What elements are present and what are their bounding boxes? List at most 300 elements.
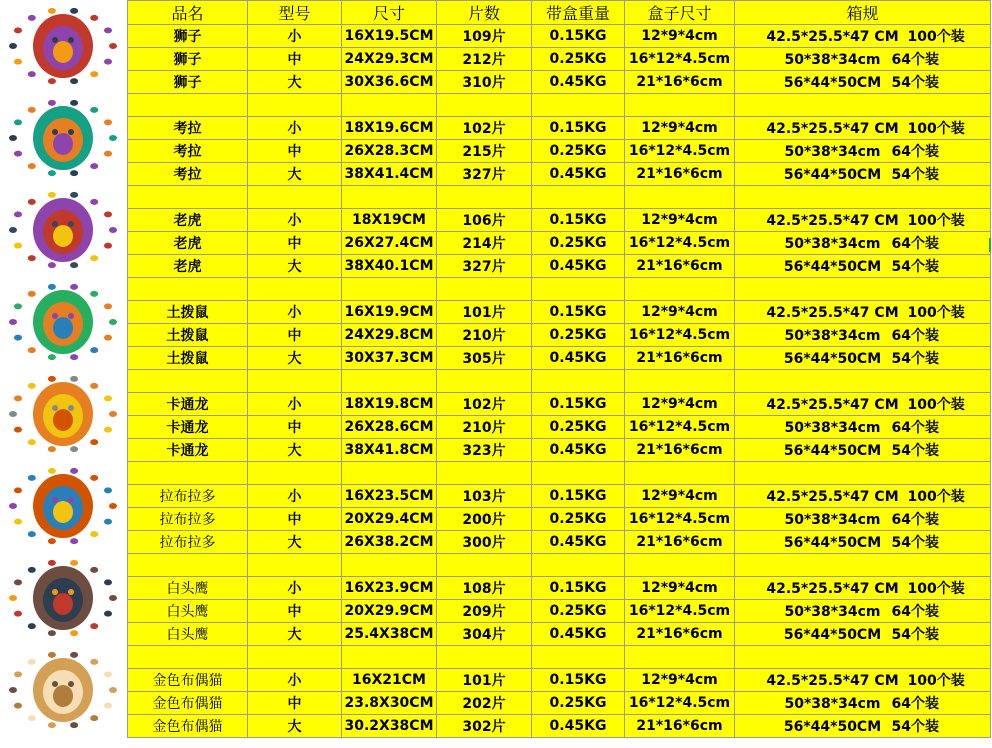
carton-cell[interactable]	[735, 163, 991, 186]
pieces-cell[interactable]: 327片	[437, 255, 532, 278]
carton-cell[interactable]	[735, 416, 991, 439]
carton-dimensions: 50*38*34cm	[784, 236, 881, 252]
empty-cell[interactable]	[128, 94, 248, 117]
carton-cell[interactable]	[735, 393, 991, 416]
empty-cell[interactable]	[532, 94, 625, 117]
empty-cell[interactable]	[735, 370, 991, 393]
empty-cell[interactable]	[625, 278, 735, 301]
empty-cell[interactable]	[625, 186, 735, 209]
weight-cell[interactable]: 0.25KG	[532, 232, 625, 255]
product-name-cell[interactable]: 老虎	[128, 255, 248, 278]
pieces-cell[interactable]: 215片	[437, 140, 532, 163]
carton-cell[interactable]	[735, 324, 991, 347]
pieces-cell[interactable]: 210片	[437, 416, 532, 439]
empty-cell[interactable]	[128, 462, 248, 485]
empty-cell[interactable]	[437, 370, 532, 393]
pieces-cell[interactable]: 101片	[437, 669, 532, 692]
carton-dimensions: 42.5*25.5*47 CM	[766, 305, 899, 321]
size-cell[interactable]: 小	[248, 485, 342, 508]
dimension-cell[interactable]: 16X21CM	[342, 669, 437, 692]
size-cell[interactable]: 大	[248, 255, 342, 278]
box-size-cell[interactable]: 16*12*4.5cm	[625, 416, 735, 439]
empty-cell[interactable]	[342, 554, 437, 577]
carton-dimensions: 50*38*34cm	[784, 420, 881, 436]
carton-cell[interactable]	[735, 531, 991, 554]
carton-cell[interactable]	[735, 669, 991, 692]
box-size-cell[interactable]: 21*16*6cm	[625, 71, 735, 94]
weight-cell[interactable]: 0.45KG	[532, 71, 625, 94]
table-row	[128, 669, 991, 692]
carton-cell[interactable]	[735, 692, 991, 715]
carton-dimensions: 56*44*50CM	[783, 75, 882, 91]
pieces-cell[interactable]: 109片	[437, 25, 532, 48]
empty-cell[interactable]	[342, 370, 437, 393]
header-cell-name[interactable]: 品名	[128, 1, 248, 25]
empty-cell[interactable]	[735, 554, 991, 577]
product-name-cell[interactable]: 狮子	[128, 71, 248, 94]
size-cell[interactable]: 中	[248, 508, 342, 531]
box-size-cell[interactable]: 16*12*4.5cm	[625, 48, 735, 71]
empty-cell[interactable]	[128, 646, 248, 669]
carton-quantity: 54个装	[891, 167, 939, 183]
empty-cell[interactable]	[532, 370, 625, 393]
dimension-cell[interactable]: 24X29.8CM	[342, 324, 437, 347]
empty-cell[interactable]	[248, 370, 342, 393]
carton-quantity: 64个装	[891, 328, 939, 344]
weight-cell[interactable]: 0.25KG	[532, 416, 625, 439]
carton-dimensions: 50*38*34cm	[784, 52, 881, 68]
empty-cell[interactable]	[532, 278, 625, 301]
weight-cell[interactable]: 0.25KG	[532, 600, 625, 623]
empty-cell[interactable]	[437, 554, 532, 577]
carton-dimensions: 50*38*34cm	[784, 604, 881, 620]
carton-quantity: 100个装	[907, 581, 965, 597]
size-cell[interactable]: 中	[248, 416, 342, 439]
carton-cell[interactable]	[735, 600, 991, 623]
product-name-cell[interactable]: 白头鹰	[128, 623, 248, 646]
box-size-cell[interactable]: 16*12*4.5cm	[625, 324, 735, 347]
empty-cell[interactable]	[625, 462, 735, 485]
carton-quantity: 64个装	[891, 236, 939, 252]
spacer-row	[128, 94, 991, 117]
carton-dimensions: 56*44*50CM	[783, 627, 882, 643]
table-row	[128, 600, 991, 623]
carton-dimensions: 56*44*50CM	[783, 259, 882, 275]
carton-dimensions: 50*38*34cm	[784, 696, 881, 712]
carton-dimensions: 56*44*50CM	[783, 351, 882, 367]
box-size-cell[interactable]: 12*9*4cm	[625, 393, 735, 416]
carton-cell[interactable]	[735, 577, 991, 600]
carton-dimensions: 50*38*34cm	[784, 512, 881, 528]
product-name-cell[interactable]: 金色布偶猫	[128, 669, 248, 692]
dimension-cell[interactable]: 26X28.6CM	[342, 416, 437, 439]
table-row	[128, 577, 991, 600]
spec-table	[127, 0, 991, 738]
spacer-row	[128, 554, 991, 577]
carton-cell[interactable]	[735, 48, 991, 71]
table-row	[128, 439, 991, 462]
empty-cell[interactable]	[437, 278, 532, 301]
box-size-cell[interactable]: 12*9*4cm	[625, 669, 735, 692]
carton-quantity: 64个装	[891, 52, 939, 68]
size-cell[interactable]: 大	[248, 439, 342, 462]
table-row	[128, 416, 991, 439]
weight-cell[interactable]: 0.45KG	[532, 255, 625, 278]
box-size-cell[interactable]: 21*16*6cm	[625, 255, 735, 278]
header-cell-weight[interactable]: 带盒重量	[532, 1, 625, 25]
size-cell[interactable]: 大	[248, 163, 342, 186]
size-cell[interactable]: 大	[248, 715, 342, 738]
table-row	[128, 531, 991, 554]
table-row	[128, 301, 991, 324]
carton-quantity: 100个装	[907, 121, 965, 137]
box-size-cell[interactable]: 16*12*4.5cm	[625, 508, 735, 531]
table-row	[128, 508, 991, 531]
empty-cell[interactable]	[532, 462, 625, 485]
product-name-cell[interactable]: 拉布拉多	[128, 531, 248, 554]
carton-dimensions: 42.5*25.5*47 CM	[766, 29, 899, 45]
weight-cell[interactable]: 0.45KG	[532, 623, 625, 646]
product-name-cell[interactable]: 拉布拉多	[128, 508, 248, 531]
product-name-cell[interactable]: 卡通龙	[128, 416, 248, 439]
empty-cell[interactable]	[248, 554, 342, 577]
product-image-column	[0, 0, 127, 748]
table-row	[128, 324, 991, 347]
table-row	[128, 71, 991, 94]
box-size-cell[interactable]: 16*12*4.5cm	[625, 140, 735, 163]
weight-cell[interactable]: 0.15KG	[532, 25, 625, 48]
empty-cell[interactable]	[248, 462, 342, 485]
empty-cell[interactable]	[625, 370, 735, 393]
empty-cell[interactable]	[342, 186, 437, 209]
weight-cell[interactable]: 0.15KG	[532, 301, 625, 324]
dimension-cell[interactable]: 16X23.9CM	[342, 577, 437, 600]
carton-cell[interactable]	[735, 255, 991, 278]
size-cell[interactable]: 中	[248, 140, 342, 163]
dimension-cell[interactable]: 24X29.3CM	[342, 48, 437, 71]
carton-cell[interactable]	[735, 140, 991, 163]
carton-cell[interactable]	[735, 715, 991, 738]
dimension-cell[interactable]: 20X29.9CM	[342, 600, 437, 623]
product-name-cell[interactable]: 土拨鼠	[128, 301, 248, 324]
header-cell-pieces[interactable]: 片数	[437, 1, 532, 25]
weight-cell[interactable]: 0.45KG	[532, 531, 625, 554]
carton-cell[interactable]	[735, 209, 991, 232]
dimension-cell[interactable]: 23.8X30CM	[342, 692, 437, 715]
weight-cell[interactable]: 0.25KG	[532, 324, 625, 347]
box-size-cell[interactable]: 21*16*6cm	[625, 623, 735, 646]
size-cell[interactable]: 中	[248, 324, 342, 347]
dimension-cell[interactable]: 18X19.6CM	[342, 117, 437, 140]
empty-cell[interactable]	[128, 554, 248, 577]
empty-cell[interactable]	[625, 646, 735, 669]
pieces-cell[interactable]: 103片	[437, 485, 532, 508]
size-cell[interactable]: 小	[248, 393, 342, 416]
carton-quantity: 64个装	[891, 420, 939, 436]
dimension-cell[interactable]: 25.4X38CM	[342, 623, 437, 646]
empty-cell[interactable]	[625, 94, 735, 117]
empty-cell[interactable]	[342, 94, 437, 117]
weight-cell[interactable]: 0.15KG	[532, 117, 625, 140]
table-row	[128, 163, 991, 186]
box-size-cell[interactable]: 21*16*6cm	[625, 715, 735, 738]
table-row	[128, 209, 991, 232]
pieces-cell[interactable]: 102片	[437, 117, 532, 140]
empty-cell[interactable]	[437, 94, 532, 117]
carton-cell[interactable]	[735, 439, 991, 462]
table-row	[128, 48, 991, 71]
pieces-cell[interactable]: 300片	[437, 531, 532, 554]
pieces-cell[interactable]: 310片	[437, 71, 532, 94]
pieces-cell[interactable]: 304片	[437, 623, 532, 646]
empty-cell[interactable]	[437, 186, 532, 209]
weight-cell[interactable]: 0.25KG	[532, 692, 625, 715]
spacer-row	[128, 278, 991, 301]
carton-dimensions: 50*38*34cm	[784, 144, 881, 160]
pieces-cell[interactable]: 212片	[437, 48, 532, 71]
box-size-cell[interactable]: 12*9*4cm	[625, 209, 735, 232]
dimension-cell[interactable]: 30X37.3CM	[342, 347, 437, 370]
dimension-cell[interactable]: 18X19.8CM	[342, 393, 437, 416]
header-cell-size[interactable]: 型号	[248, 1, 342, 25]
pieces-cell[interactable]: 200片	[437, 508, 532, 531]
carton-dimensions: 50*38*34cm	[784, 328, 881, 344]
box-size-cell[interactable]: 21*16*6cm	[625, 531, 735, 554]
size-cell[interactable]: 小	[248, 577, 342, 600]
product-name-cell[interactable]: 考拉	[128, 163, 248, 186]
weight-cell[interactable]: 0.45KG	[532, 439, 625, 462]
box-size-cell[interactable]: 12*9*4cm	[625, 117, 735, 140]
empty-cell[interactable]	[248, 94, 342, 117]
pieces-cell[interactable]: 209片	[437, 600, 532, 623]
empty-cell[interactable]	[128, 278, 248, 301]
empty-cell[interactable]	[625, 554, 735, 577]
product-name-cell[interactable]: 土拨鼠	[128, 347, 248, 370]
empty-cell[interactable]	[248, 186, 342, 209]
pieces-cell[interactable]: 202片	[437, 692, 532, 715]
carton-cell[interactable]	[735, 623, 991, 646]
carton-quantity: 54个装	[891, 75, 939, 91]
empty-cell[interactable]	[735, 646, 991, 669]
carton-quantity: 100个装	[907, 213, 965, 229]
dimension-cell[interactable]: 30X36.6CM	[342, 71, 437, 94]
carton-cell[interactable]	[735, 117, 991, 140]
carton-quantity: 54个装	[891, 443, 939, 459]
size-cell[interactable]: 大	[248, 347, 342, 370]
product-name-cell[interactable]: 狮子	[128, 25, 248, 48]
carton-dimensions: 56*44*50CM	[783, 167, 882, 183]
weight-cell[interactable]: 0.15KG	[532, 393, 625, 416]
size-cell[interactable]: 中	[248, 600, 342, 623]
carton-cell[interactable]	[735, 232, 991, 255]
dimension-cell[interactable]: 20X29.4CM	[342, 508, 437, 531]
ragdoll-cat-puzzle-icon	[6, 648, 121, 732]
empty-cell[interactable]	[532, 646, 625, 669]
table-row	[128, 692, 991, 715]
pieces-cell[interactable]: 108片	[437, 577, 532, 600]
weight-cell[interactable]: 0.45KG	[532, 347, 625, 370]
size-cell[interactable]: 大	[248, 71, 342, 94]
box-size-cell[interactable]: 16*12*4.5cm	[625, 692, 735, 715]
size-cell[interactable]: 小	[248, 25, 342, 48]
pieces-cell[interactable]: 302片	[437, 715, 532, 738]
pieces-cell[interactable]: 327片	[437, 163, 532, 186]
carton-dimensions: 42.5*25.5*47 CM	[766, 121, 899, 137]
carton-cell[interactable]	[735, 301, 991, 324]
carton-cell[interactable]	[735, 71, 991, 94]
product-name-cell[interactable]: 金色布偶猫	[128, 692, 248, 715]
product-name-cell[interactable]: 老虎	[128, 209, 248, 232]
carton-quantity: 54个装	[891, 351, 939, 367]
size-cell[interactable]: 小	[248, 669, 342, 692]
box-size-cell[interactable]: 21*16*6cm	[625, 347, 735, 370]
table-row	[128, 347, 991, 370]
product-name-cell[interactable]: 考拉	[128, 117, 248, 140]
header-cell-box-size[interactable]: 盒子尺寸	[625, 1, 735, 25]
weight-cell[interactable]: 0.15KG	[532, 209, 625, 232]
lion-puzzle-icon	[6, 4, 121, 88]
table-row	[128, 255, 991, 278]
size-cell[interactable]: 大	[248, 623, 342, 646]
empty-cell[interactable]	[735, 278, 991, 301]
carton-quantity: 64个装	[891, 604, 939, 620]
carton-quantity: 64个装	[891, 144, 939, 160]
table-row	[128, 117, 991, 140]
table-row	[128, 232, 991, 255]
pieces-cell[interactable]: 323片	[437, 439, 532, 462]
box-size-cell[interactable]: 12*9*4cm	[625, 301, 735, 324]
dimension-cell[interactable]: 16X23.5CM	[342, 485, 437, 508]
weight-cell[interactable]: 0.25KG	[532, 140, 625, 163]
size-cell[interactable]: 中	[248, 232, 342, 255]
product-name-cell[interactable]: 金色布偶猫	[128, 715, 248, 738]
empty-cell[interactable]	[735, 94, 991, 117]
size-cell[interactable]: 大	[248, 531, 342, 554]
pieces-cell[interactable]: 305片	[437, 347, 532, 370]
size-cell[interactable]: 中	[248, 48, 342, 71]
size-cell[interactable]: 小	[248, 117, 342, 140]
product-name-cell[interactable]: 白头鹰	[128, 600, 248, 623]
weight-cell[interactable]: 0.15KG	[532, 485, 625, 508]
empty-cell[interactable]	[342, 278, 437, 301]
product-name-cell[interactable]: 土拨鼠	[128, 324, 248, 347]
carton-quantity: 100个装	[907, 397, 965, 413]
size-cell[interactable]: 中	[248, 692, 342, 715]
spacer-row	[128, 186, 991, 209]
empty-cell[interactable]	[735, 186, 991, 209]
labrador-puzzle-icon	[6, 464, 121, 548]
product-name-cell[interactable]: 白头鹰	[128, 577, 248, 600]
table-row	[128, 623, 991, 646]
groundhog-puzzle-icon	[6, 280, 121, 364]
dimension-cell[interactable]: 38X41.4CM	[342, 163, 437, 186]
weight-cell[interactable]: 0.25KG	[532, 508, 625, 531]
box-size-cell[interactable]: 21*16*6cm	[625, 163, 735, 186]
box-size-cell[interactable]: 21*16*6cm	[625, 439, 735, 462]
empty-cell[interactable]	[342, 646, 437, 669]
weight-cell[interactable]: 0.15KG	[532, 577, 625, 600]
carton-quantity: 54个装	[891, 535, 939, 551]
empty-cell[interactable]	[735, 462, 991, 485]
carton-quantity: 100个装	[907, 673, 965, 689]
carton-dimensions: 56*44*50CM	[783, 443, 882, 459]
pieces-cell[interactable]: 102片	[437, 393, 532, 416]
carton-cell[interactable]	[735, 485, 991, 508]
box-size-cell[interactable]: 16*12*4.5cm	[625, 600, 735, 623]
spacer-row	[128, 370, 991, 393]
dimension-cell[interactable]: 26X27.4CM	[342, 232, 437, 255]
dimension-cell[interactable]: 16X19.9CM	[342, 301, 437, 324]
carton-dimensions: 42.5*25.5*47 CM	[766, 489, 899, 505]
dimension-cell[interactable]: 18X19CM	[342, 209, 437, 232]
empty-cell[interactable]	[437, 646, 532, 669]
carton-quantity: 100个装	[907, 489, 965, 505]
tiger-puzzle-icon	[6, 188, 121, 272]
carton-cell[interactable]	[735, 347, 991, 370]
carton-dimensions: 56*44*50CM	[783, 535, 882, 551]
carton-quantity: 64个装	[891, 512, 939, 528]
empty-cell[interactable]	[532, 554, 625, 577]
dimension-cell[interactable]: 26X28.3CM	[342, 140, 437, 163]
carton-dimensions: 42.5*25.5*47 CM	[766, 213, 899, 229]
carton-cell[interactable]	[735, 508, 991, 531]
box-size-cell[interactable]: 12*9*4cm	[625, 485, 735, 508]
box-size-cell[interactable]: 12*9*4cm	[625, 25, 735, 48]
size-cell[interactable]: 小	[248, 301, 342, 324]
header-cell-dimensions[interactable]: 尺寸	[342, 1, 437, 25]
carton-cell[interactable]	[735, 25, 991, 48]
pieces-cell[interactable]: 214片	[437, 232, 532, 255]
carton-dimensions: 42.5*25.5*47 CM	[766, 673, 899, 689]
product-name-cell[interactable]: 老虎	[128, 232, 248, 255]
pieces-cell[interactable]: 106片	[437, 209, 532, 232]
size-cell[interactable]: 小	[248, 209, 342, 232]
dimension-cell[interactable]: 38X41.8CM	[342, 439, 437, 462]
product-name-cell[interactable]: 拉布拉多	[128, 485, 248, 508]
dimension-cell[interactable]: 16X19.5CM	[342, 25, 437, 48]
empty-cell[interactable]	[248, 278, 342, 301]
pieces-cell[interactable]: 210片	[437, 324, 532, 347]
table-row	[128, 715, 991, 738]
weight-cell[interactable]: 0.25KG	[532, 48, 625, 71]
weight-cell[interactable]: 0.45KG	[532, 715, 625, 738]
pieces-cell[interactable]: 101片	[437, 301, 532, 324]
spacer-row	[128, 462, 991, 485]
box-size-cell[interactable]: 12*9*4cm	[625, 577, 735, 600]
header-cell-carton[interactable]: 箱规	[735, 1, 991, 25]
product-name-cell[interactable]: 卡通龙	[128, 393, 248, 416]
carton-dimensions: 56*44*50CM	[783, 719, 882, 735]
box-size-cell[interactable]: 16*12*4.5cm	[625, 232, 735, 255]
empty-cell[interactable]	[437, 462, 532, 485]
product-name-cell[interactable]: 狮子	[128, 48, 248, 71]
empty-cell[interactable]	[128, 186, 248, 209]
weight-cell[interactable]: 0.45KG	[532, 163, 625, 186]
dimension-cell[interactable]: 26X38.2CM	[342, 531, 437, 554]
dimension-cell[interactable]: 30.2X38CM	[342, 715, 437, 738]
empty-cell[interactable]	[342, 462, 437, 485]
header-row	[128, 1, 991, 25]
weight-cell[interactable]: 0.15KG	[532, 669, 625, 692]
cartoon-dragon-puzzle-icon	[6, 372, 121, 456]
bald-eagle-puzzle-icon	[6, 556, 121, 640]
empty-cell[interactable]	[248, 646, 342, 669]
empty-cell[interactable]	[128, 370, 248, 393]
product-name-cell[interactable]: 卡通龙	[128, 439, 248, 462]
dimension-cell[interactable]: 38X40.1CM	[342, 255, 437, 278]
product-name-cell[interactable]: 考拉	[128, 140, 248, 163]
empty-cell[interactable]	[532, 186, 625, 209]
